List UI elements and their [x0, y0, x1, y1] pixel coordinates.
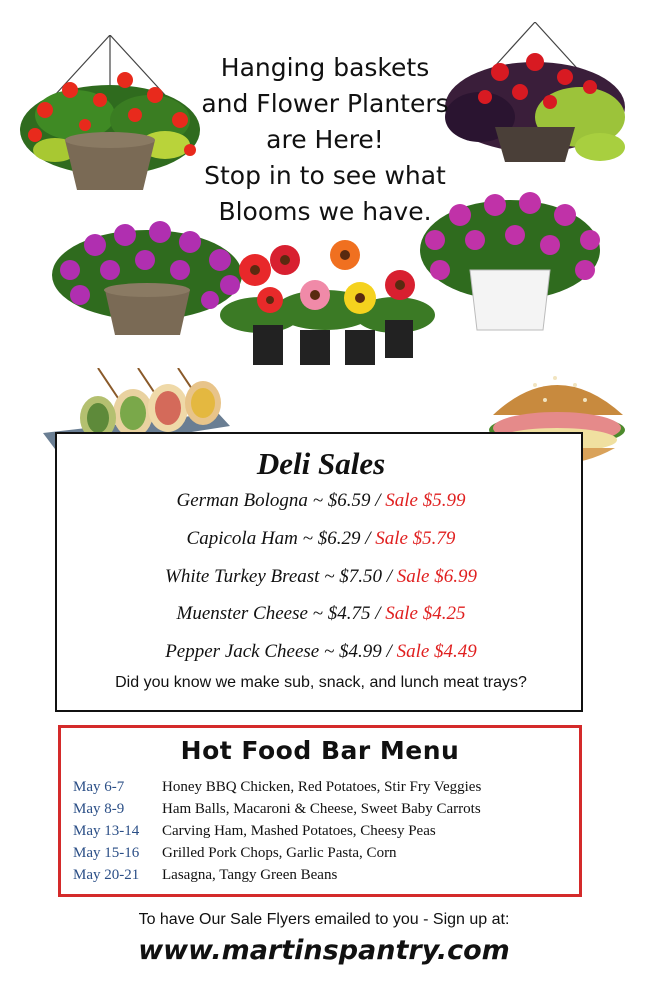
deli-item-sale-price: Sale $4.49 — [396, 641, 477, 662]
deli-item-sale-price: Sale $5.99 — [385, 490, 466, 511]
headline-line: Blooms we have. — [218, 197, 432, 226]
deli-item-price: $4.75 — [327, 603, 371, 624]
hot-food-menu-box — [58, 725, 582, 897]
deli-item-name: Muenster Cheese — [176, 603, 308, 624]
deli-item-sale-price: Sale $4.25 — [385, 603, 466, 624]
deli-item: German Bologna ~ $6.59 / Sale $5.99 — [176, 490, 466, 511]
gerbera-daisy-pots-image — [215, 240, 440, 370]
deli-item-name: Pepper Jack Cheese — [165, 641, 320, 662]
deli-item-name: White Turkey Breast — [165, 566, 320, 587]
headline-line: Hanging baskets — [220, 53, 430, 82]
deli-item: White Turkey Breast ~ $7.50 / Sale $6.99 — [165, 566, 477, 587]
deli-item-sale-price: Sale $6.99 — [396, 566, 477, 587]
hot-food-menu: Honey BBQ Chicken, Red Potatoes, Stir Fry Veggies — [162, 779, 482, 795]
deli-title: Deli Sales — [256, 446, 386, 481]
deli-item-price: $4.99 — [339, 641, 382, 662]
deli-item: Muenster Cheese ~ $4.75 / Sale $4.25 — [176, 603, 466, 624]
deli-item-name: Capicola Ham — [186, 528, 298, 549]
hot-food-date: May 20-21 — [73, 867, 140, 883]
hanging-basket-dark-foliage-image — [440, 22, 630, 172]
flower-headline — [190, 50, 460, 230]
hot-food-date: May 13-14 — [73, 823, 140, 839]
deli-item-name: German Bologna — [176, 490, 308, 511]
hot-food-menu: Carving Ham, Mashed Potatoes, Cheesy Peas — [162, 823, 436, 839]
hanging-basket-red-flowers-image — [15, 35, 205, 195]
hot-food-date: May 8-9 — [73, 801, 125, 817]
hot-food-title: Hot Food Bar Menu — [180, 736, 460, 765]
hot-food-menu: Grilled Pork Chops, Garlic Pasta, Corn — [162, 845, 397, 861]
hot-food-menu: Lasagna, Tangy Green Beans — [162, 867, 338, 883]
headline-line: Stop in to see what — [204, 161, 446, 190]
deli-item-price: $6.59 — [327, 490, 371, 511]
deli-item-price: $7.50 — [339, 566, 382, 587]
deli-item: Pepper Jack Cheese ~ $4.99 / Sale $4.49 — [165, 641, 477, 662]
hot-food-menu: Ham Balls, Macaroni & Cheese, Sweet Baby Carrots — [162, 801, 481, 817]
hot-food-date: May 15-16 — [73, 845, 140, 861]
headline-line: are Here! — [266, 125, 384, 154]
deli-item-price: $6.29 — [317, 528, 361, 549]
deli-sales-box — [55, 432, 583, 712]
headline-line: and Flower Planters — [201, 89, 449, 118]
deli-item-sale-price: Sale $5.79 — [375, 528, 456, 549]
hot-food-date: May 6-7 — [73, 779, 125, 795]
website-link[interactable]: www.martinspantry.com — [138, 935, 510, 966]
deli-item: Capicola Ham ~ $6.29 / Sale $5.79 — [186, 528, 456, 549]
signup-text: To have Our Sale Flyers emailed to you - Sign up at: — [138, 911, 510, 928]
deli-trays-note: Did you know we make sub, snack, and lunch meat trays? — [115, 674, 527, 691]
